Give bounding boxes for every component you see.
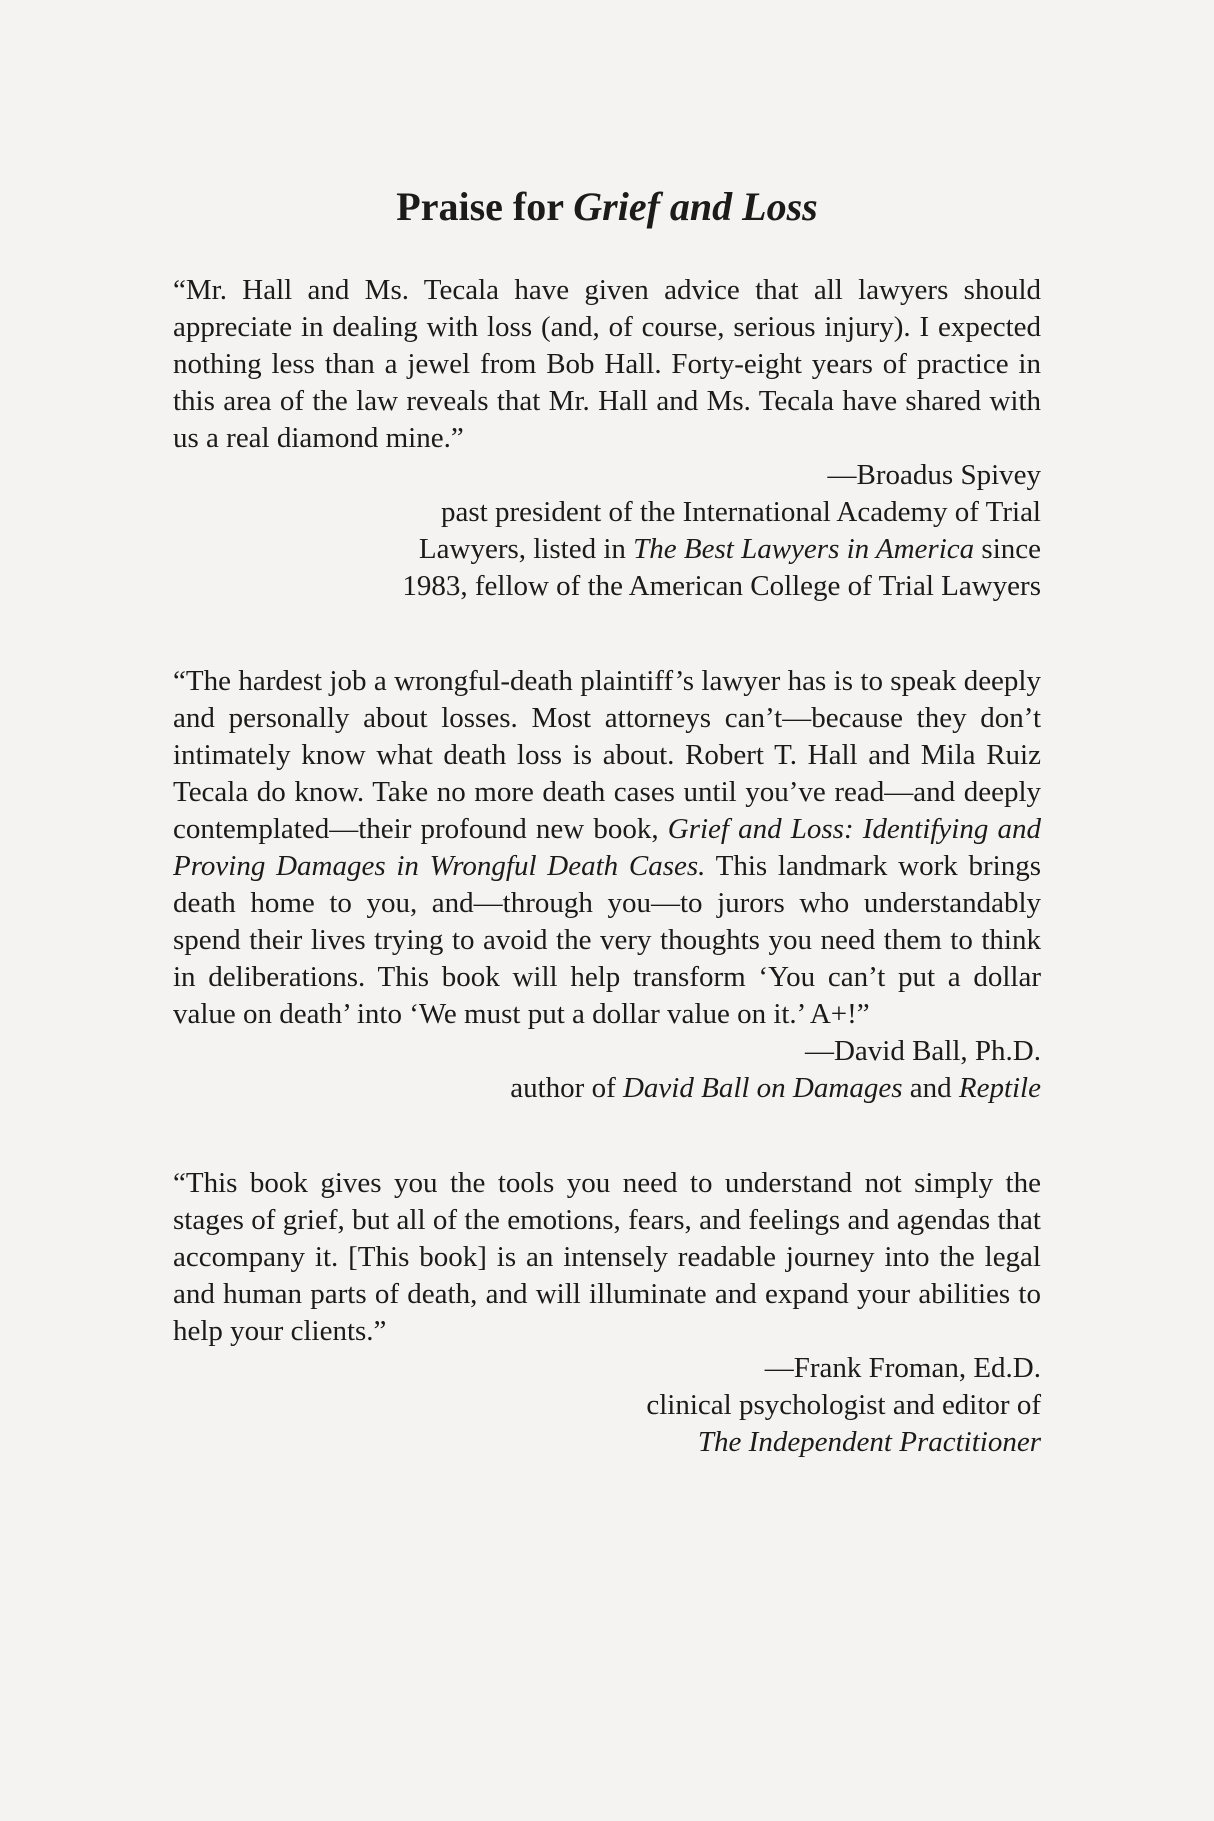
quote-text-run: “This book gives you the tools you need to understand not simply the stages of grief, but all of the emotions, fears, and feelings and agendas that accompany it. [This book] is an intensely readable journey into the legal and human parts of death, and will illuminate and expand your abilities to help your clients.” xyxy=(173,1167,1041,1347)
attribution-text-run: and xyxy=(902,1072,959,1104)
quote-attribution xyxy=(173,1033,1041,1107)
attribution-text-run: clinical psychologist and editor of xyxy=(646,1389,1041,1421)
attribution-line xyxy=(173,1424,1041,1461)
quote-text-run: “The hardest job a wrongful-death plaintiff’s lawyer has is to speak deeply and personally about losses. Most attorneys can’t—because they don’t intimately know what death loss is about. Robert T. Hall and Mila Ruiz Tecala do know. Take no more death cases until you’ve read—and deeply contemplated—their profound new book, xyxy=(173,665,1041,845)
attribution-text-run: 1983, fellow of the American College of Trial Lawyers xyxy=(402,570,1041,602)
quote-text-run: “Mr. Hall and Ms. Tecala have given advice that all lawyers should appreciate in dealing with loss (and, of course, serious injury). I expected nothing less than a jewel from Bob Hall. Forty-eight years of practice in this area of the law reveals that Mr. Hall and Ms. Tecala have shared with us a real diamond mine.” xyxy=(173,274,1041,454)
publication-title-italic: David Ball on Damages xyxy=(622,1072,903,1104)
quote-block xyxy=(173,272,1041,605)
attribution-line xyxy=(173,568,1041,605)
page-title-prefix: Praise for xyxy=(396,184,574,229)
attribution-text-run: —Broadus Spivey xyxy=(827,459,1041,491)
attribution-text-run: past president of the International Academy of Trial xyxy=(441,496,1041,528)
quote-paragraph xyxy=(173,1165,1041,1350)
attribution-text-run: since xyxy=(974,533,1041,565)
attribution-text-run: —David Ball, Ph.D. xyxy=(804,1035,1041,1067)
quote-text-run: This landmark work brings death home to you, and—through you—to jurors who understandably spend their lives trying to avoid the very thoughts you need them to think in deliberations. This book will help transform ‘You can’t put a dollar value on death’ into ‘We must put a dollar value on it.’ A+!” xyxy=(173,850,1041,1030)
attribution-text-run: —Frank Froman, Ed.D. xyxy=(764,1352,1041,1384)
book-title-italic: Grief and Loss: Identifying and Proving Damages in Wrongful Death Cases. xyxy=(173,813,1041,882)
quote-paragraph xyxy=(173,663,1041,1033)
quote-block xyxy=(173,1165,1041,1461)
attribution-line xyxy=(173,1070,1041,1107)
attribution-line xyxy=(173,494,1041,531)
attribution-text-run: author of xyxy=(510,1072,623,1104)
book-title-italic: Grief and Loss xyxy=(573,184,818,229)
attribution-line xyxy=(173,531,1041,568)
quote-paragraph xyxy=(173,272,1041,457)
attribution-line xyxy=(173,457,1041,494)
quote-block xyxy=(173,663,1041,1107)
quote-attribution xyxy=(173,457,1041,605)
attribution-line xyxy=(173,1350,1041,1387)
publication-title-italic: Reptile xyxy=(958,1072,1041,1104)
publication-title-italic: The Independent Practitioner xyxy=(697,1426,1041,1458)
publication-title-italic: The Best Lawyers in America xyxy=(633,533,975,565)
quote-attribution xyxy=(173,1350,1041,1461)
page-title xyxy=(173,186,1041,228)
quotes xyxy=(173,272,1041,1461)
attribution-line xyxy=(173,1033,1041,1070)
attribution-line xyxy=(173,1387,1041,1424)
attribution-text-run: Lawyers, listed in xyxy=(418,533,634,565)
